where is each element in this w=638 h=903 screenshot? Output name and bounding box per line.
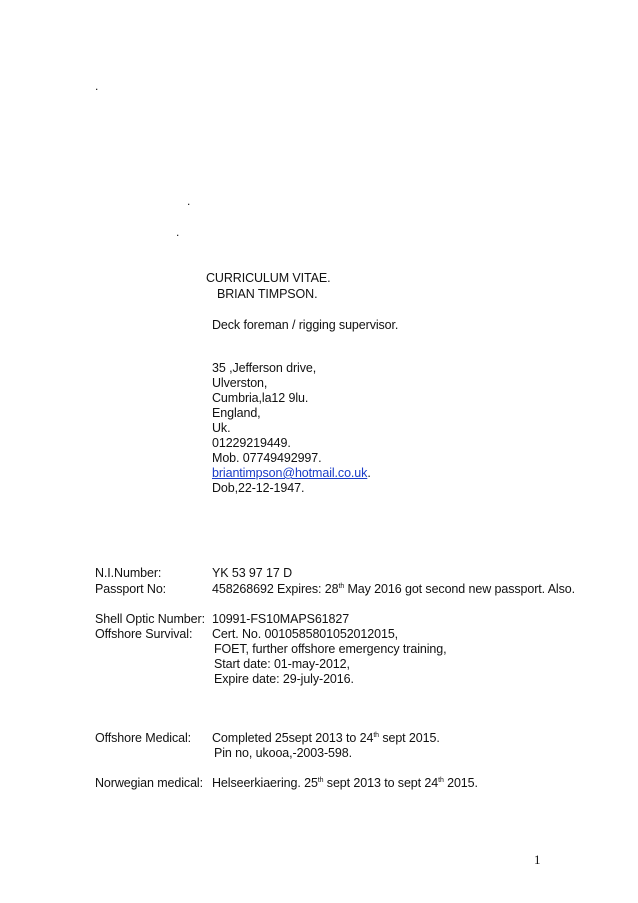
ordinal-suffix: th <box>338 583 345 590</box>
document-title: CURRICULUM VITAE. <box>206 271 331 285</box>
passport-label: Passport No: <box>95 582 167 596</box>
date-of-birth: Dob,22-12-1947. <box>212 481 305 495</box>
ordinal-suffix: th <box>373 732 379 739</box>
address-line: Ulverston, <box>212 376 268 390</box>
passport-value <box>212 582 575 597</box>
medical-pin: Pin no, ukooa,-2003-598. <box>214 746 352 760</box>
stray-dot: . <box>176 225 180 239</box>
norwegian-text: Helseerkiaering. 25 <box>212 776 318 790</box>
address-line: 35 ,Jefferson drive, <box>212 361 317 375</box>
shell-optic-label: Shell Optic Number: <box>95 612 205 626</box>
ordinal-suffix: th <box>317 777 324 784</box>
email-line <box>212 466 371 481</box>
survival-start-date: Start date: 01-may-2012, <box>214 657 350 671</box>
passport-text: May 2016 got second new passport. Also. <box>344 582 575 596</box>
email-link[interactable]: briantimpson@hotmail.co.uk <box>212 466 368 480</box>
phone-number: 01229219449. <box>212 436 291 450</box>
passport-text: 458268692 Expires: 28 <box>212 582 339 596</box>
survival-training: FOET, further offshore emergency training, <box>214 642 447 656</box>
medical-text: sept 2015. <box>378 731 440 745</box>
ni-number-label: N.I.Number: <box>95 566 162 580</box>
page-number: 1 <box>534 852 541 867</box>
norwegian-medical-label: Norwegian medical: <box>95 776 203 790</box>
norwegian-medical-value <box>212 776 478 791</box>
stray-dot: . <box>95 79 99 93</box>
job-role: Deck foreman / rigging supervisor. <box>212 318 399 332</box>
shell-optic-value: 10991-FS10MAPS61827 <box>212 612 350 626</box>
offshore-medical-label: Offshore Medical: <box>95 731 192 745</box>
norwegian-text: sept 2013 to sept 24 <box>323 776 439 790</box>
stray-dot: . <box>187 194 191 208</box>
email-suffix: . <box>367 466 371 480</box>
offshore-medical-value <box>212 731 440 746</box>
address-line: Uk. <box>212 421 231 435</box>
candidate-name: BRIAN TIMPSON. <box>217 287 318 301</box>
survival-cert: Cert. No. 0010585801052012015, <box>212 627 399 641</box>
medical-text: Completed 25sept 2013 to 24 <box>212 731 374 745</box>
survival-expire-date: Expire date: 29-july-2016. <box>214 672 354 686</box>
address-line: England, <box>212 406 261 420</box>
address-line: Cumbria,la12 9lu. <box>212 391 309 405</box>
ordinal-suffix: th <box>438 777 444 784</box>
mobile-number: Mob. 07749492997. <box>212 451 322 465</box>
norwegian-text: 2015. <box>443 776 478 790</box>
offshore-survival-label: Offshore Survival: <box>95 627 193 641</box>
ni-number-value: YK 53 97 17 D <box>212 566 293 580</box>
